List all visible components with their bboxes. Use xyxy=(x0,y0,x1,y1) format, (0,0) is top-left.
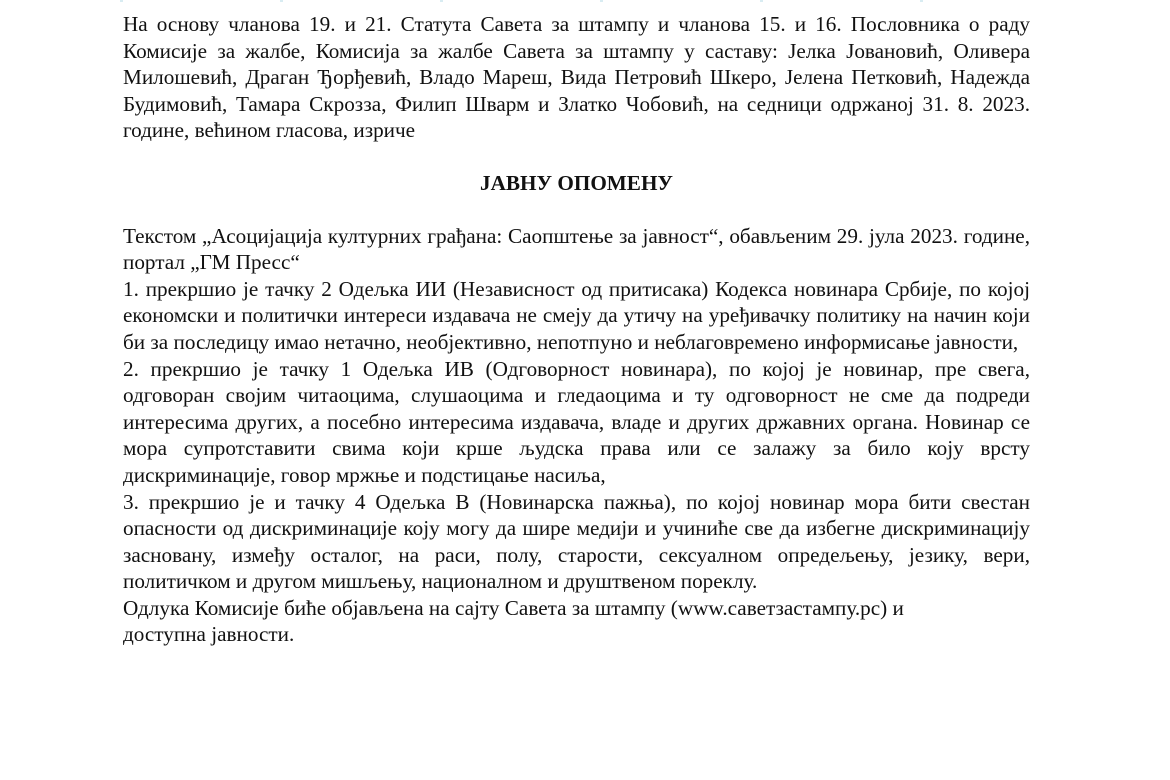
violation-point-2: 2. прекршио је тачку 1 Одељка ИВ (Одговорност новинара), по којој је новинар, пре свега, одговоран својим читаоцима, слушаоцима и гледаоцима и ту одговорност не сме да подреди интересима других, а посебно интересима издавача, владе и других државних органа. Новинар се мора супротставити свима који крше људска права или се залажу за било коју врсту дискриминације, говор мржње и подстицање насиља, xyxy=(123,356,1030,487)
closing-line-1: Одлука Комисије биће објављена на сајту Савета за штампу (www.саветзастампу.рс) и xyxy=(123,595,904,620)
top-edge-remnant xyxy=(120,0,1032,2)
closing-line-2: доступна јавности. xyxy=(123,622,295,647)
intro-paragraph: На основу чланова 19. и 21. Статута Савета за штампу и чланова 15. и 16. Пословника о раду Комисије за жалбе, Комисија за жалбе Савета за штампу у саставу: Јелка Јовановић, Оливера Милошевић, Драган Ђорђевић, Владо Мареш, Вида Петровић Шкеро, Јелена Петковић, Надежда Будимовић, Тамара Скрозза, Филип Шварм и Златко Чобовић, на седници одржаној 31. 8. 2023. године, већином гласова, изриче xyxy=(123,12,1030,143)
decision-heading: ЈАВНУ ОПОМЕНУ xyxy=(480,170,673,195)
lead-paragraph: Текстом „Асоцијација културних грађана: Саопштење за јавност“, обављеним 29. јула 2023. године, портал „ГМ Пресс“ xyxy=(123,223,1030,275)
document-page xyxy=(123,11,1030,648)
violation-point-3: 3. прекршио је и тачку 4 Одељка В (Новинарска пажња), по којој новинар мора бити свестан опасности од дискриминације коју могу да шире медији и учиниће све да избегне дискриминацију засновану, између осталог, на раси, полу, старости, сексуалном опредељењу, језику, вери, политичком и другом мишљењу, националном и друштвеном пореклу. xyxy=(123,489,1030,594)
violation-point-1: 1. прекршио је тачку 2 Одељка ИИ (Независност од притисака) Кодекса новинара Србије, по којој економски и политички интереси издавача не смеју да утичу на уређивачку политику на начин који би за последицу имао нетачно, необјективно, непотпуно и неблаговремено информисање јавности, xyxy=(123,276,1030,354)
